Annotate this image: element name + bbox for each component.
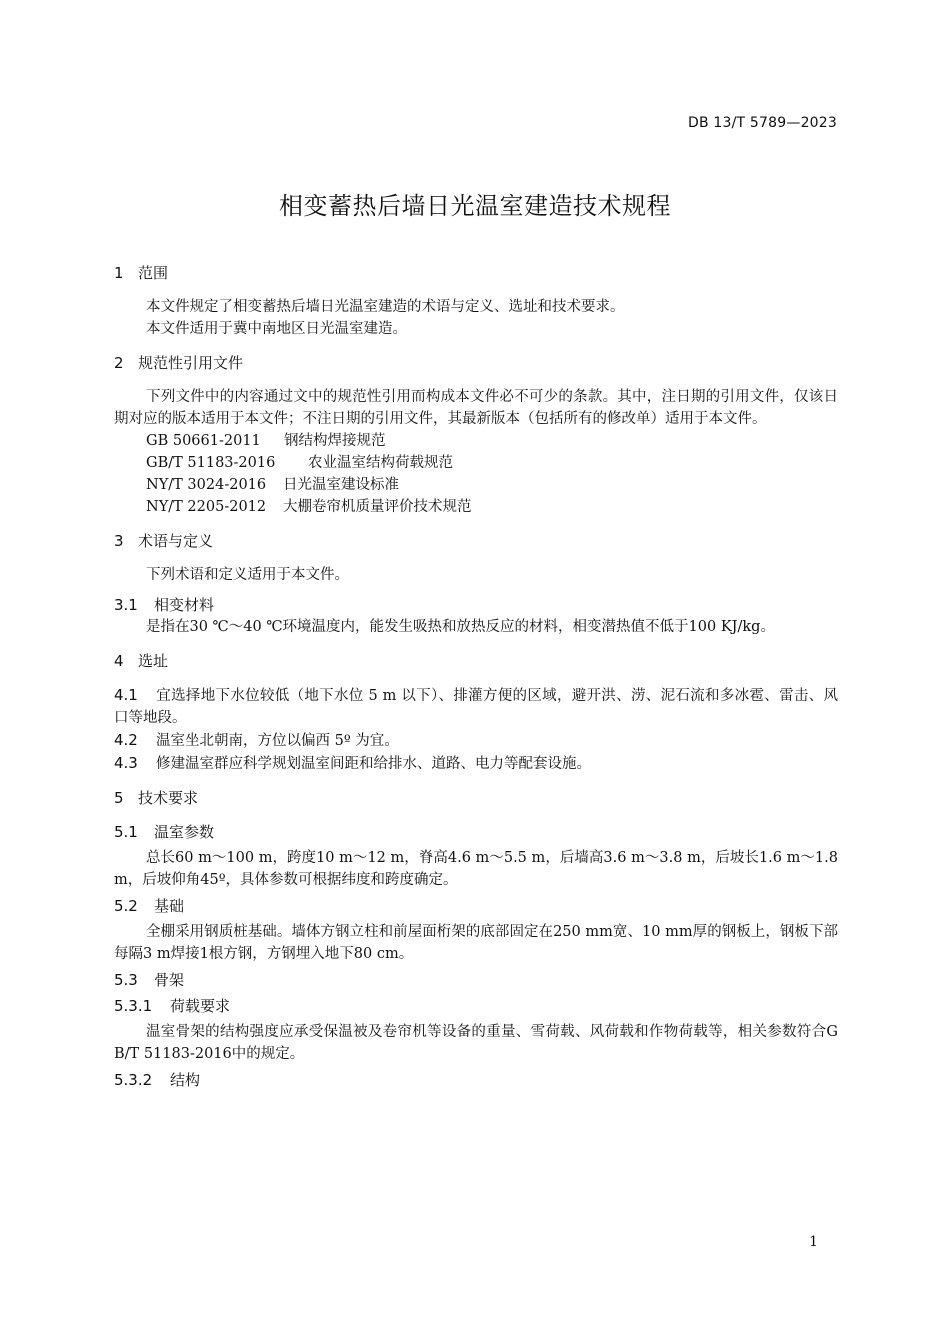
section-title: 选址	[138, 652, 169, 670]
section-title: 结构	[170, 1071, 201, 1089]
section-number: 5	[114, 789, 124, 807]
reference-name: 农业温室结构荷载规范	[308, 455, 453, 471]
paragraph: 本文件规定了相变蓄热后墙日光温室建造的术语与定义、选址和技术要求。	[146, 299, 625, 315]
section-2-heading	[114, 352, 838, 374]
document-body	[114, 262, 838, 1091]
section-title: 温室参数	[154, 823, 215, 841]
section-number: 4	[114, 652, 124, 670]
section-number: 3	[114, 532, 124, 550]
reference-item	[114, 474, 838, 496]
section-number: 1	[114, 264, 124, 282]
subsection-5-3-2-heading	[114, 1069, 838, 1091]
subsection-5-2-heading	[114, 895, 838, 917]
section-number: 5.3.2	[114, 1071, 153, 1089]
section-title: 基础	[154, 897, 185, 915]
section-number: 3.1	[114, 596, 138, 614]
section-title: 相变材料	[154, 596, 215, 614]
document-title: 相变蓄热后墙日光温室建造技术规程	[279, 192, 671, 220]
section-number: 5.2	[114, 897, 138, 915]
section-title: 术语与定义	[138, 532, 214, 550]
section-number: 5.3.1	[114, 997, 153, 1015]
section-title: 规范性引用文件	[138, 354, 244, 372]
subsection-5-3-heading	[114, 969, 838, 991]
clause-number: 4.1	[114, 686, 138, 704]
reference-code: NY/T 3024-2016	[146, 477, 267, 493]
page-number: 1	[809, 1234, 818, 1250]
reference-code: NY/T 2205-2012	[146, 499, 267, 515]
reference-name: 钢结构焊接规范	[284, 433, 386, 449]
paragraph: 温室骨架的结构强度应承受保温被及卷帘机等设备的重量、雪荷载、风荷载和作物荷载等，相关参数符合GB/T 51183-2016中的规定。	[114, 1024, 838, 1062]
reference-item	[114, 430, 838, 452]
section-number: 2	[114, 354, 124, 372]
clause-4-1	[114, 684, 838, 729]
clause-text: 修建温室群应科学规划温室间距和给排水、道路、电力等配套设施。	[156, 756, 591, 772]
clause-4-3	[114, 752, 838, 775]
paragraph: 本文件适用于冀中南地区日光温室建造。	[146, 321, 407, 337]
section-5-heading	[114, 787, 838, 809]
clause-text: 宜选择地下水位较低（地下水位 5 m 以下）、排灌方便的区域，避开洪、涝、泥石流和多冰雹、雷击、风口等地段。	[114, 688, 838, 726]
document-code: DB 13/T 5789—2023	[687, 115, 837, 131]
reference-name: 大棚卷帘机质量评价技术规范	[283, 499, 472, 515]
section-title: 骨架	[154, 971, 185, 989]
clause-text: 温室坐北朝南，方位以偏西 5º 为宜。	[156, 733, 399, 749]
subsection-5-1-heading	[114, 821, 838, 843]
definition-text: 是指在30 ℃～40 ℃环境温度内，能发生吸热和放热反应的材料，相变潜热值不低于100 KJ/kg。	[146, 619, 775, 635]
reference-code: GB 50661-2011	[146, 433, 261, 449]
section-1-heading	[114, 262, 838, 284]
section-4-heading	[114, 650, 838, 672]
paragraph: 下列术语和定义适用于本文件。	[146, 567, 349, 583]
clause-number: 4.3	[114, 754, 138, 772]
section-number: 5.1	[114, 823, 138, 841]
reference-code: GB/T 51183-2016	[146, 455, 276, 471]
section-title: 荷载要求	[170, 997, 231, 1015]
subsection-3-1-heading	[114, 594, 838, 616]
paragraph: 总长60 m～100 m，跨度10 m～12 m，脊高4.6 m～5.5 m，后墙高3.6 m～3.8 m，后坡长1.6 m～1.8 m，后坡仰角45º，具体参数可根据纬度和跨度确定。	[114, 850, 838, 888]
clause-number: 4.2	[114, 731, 138, 749]
section-title: 范围	[138, 264, 169, 282]
paragraph: 全棚采用钢质桩基础。墙体方钢立柱和前屋面桁架的底部固定在250 mm宽、10 mm厚的钢板上，钢板下部每隔3 m焊接1根方钢，方钢埋入地下80 cm。	[114, 924, 838, 962]
reference-name: 日光温室建设标准	[283, 477, 399, 493]
reference-item	[114, 452, 838, 474]
reference-item	[114, 496, 838, 518]
paragraph: 下列文件中的内容通过文中的规范性引用而构成本文件必不可少的条款。其中，注日期的引用文件，仅该日期对应的版本适用于本文件；不注日期的引用文件，其最新版本（包括所有的修改单）适用于本文件。	[114, 389, 838, 427]
section-3-heading	[114, 530, 838, 552]
subsection-5-3-1-heading	[114, 995, 838, 1017]
section-title: 技术要求	[138, 789, 199, 807]
clause-4-2	[114, 729, 838, 752]
section-number: 5.3	[114, 971, 138, 989]
